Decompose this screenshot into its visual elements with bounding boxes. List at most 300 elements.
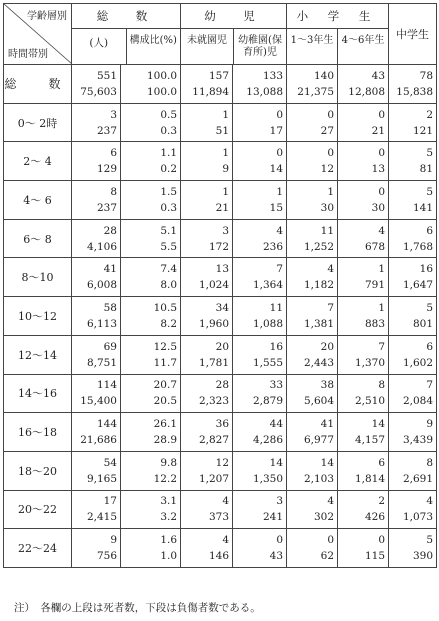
value-deaths: 1.6 [160, 534, 178, 547]
value-deaths: 1.5 [160, 185, 178, 198]
cell-kinder [233, 451, 287, 490]
cell-ratio [121, 335, 181, 374]
value-injuries: 13,088 [246, 85, 284, 98]
value-deaths: 2 [426, 108, 434, 121]
cell-middle [389, 258, 437, 297]
cell-middle [389, 529, 437, 568]
cell-elem46 [338, 374, 389, 413]
value-injuries: 883 [364, 317, 386, 330]
value-deaths: 11 [320, 224, 335, 237]
value-deaths: 0 [276, 108, 284, 121]
value-injuries: 2,103 [303, 472, 335, 485]
time-band-label: 12～14 [4, 335, 72, 374]
cell-persons [72, 258, 121, 297]
value-deaths: 157 [208, 69, 230, 82]
value-injuries: 2,443 [303, 356, 335, 369]
value-injuries: 2,879 [252, 395, 284, 408]
cell-elem13 [287, 142, 338, 181]
table-row [4, 335, 437, 374]
cell-kinder [233, 374, 287, 413]
elementary-group-title: 小 学 生 [287, 4, 388, 29]
cell-elem13 [287, 374, 338, 413]
value-deaths: 43 [371, 69, 386, 82]
value-deaths: 0 [276, 147, 284, 160]
value-injuries: 30 [371, 201, 386, 214]
value-deaths: 41 [320, 418, 335, 431]
cell-elem13 [287, 451, 338, 490]
table-row [4, 297, 437, 336]
cell-persons [72, 374, 121, 413]
cell-ratio [121, 451, 181, 490]
value-deaths: 8 [378, 379, 386, 392]
cell-middle [389, 142, 437, 181]
time-band-label: 20～22 [4, 490, 72, 529]
value-deaths: 10.5 [153, 301, 178, 314]
table-row [4, 529, 437, 568]
value-injuries: 9 [222, 163, 230, 176]
cell-ratio [121, 258, 181, 297]
value-deaths: 4 [378, 224, 386, 237]
value-deaths: 11 [269, 301, 284, 314]
value-injuries: 15,838 [396, 85, 434, 98]
value-injuries: 390 [412, 550, 434, 563]
value-injuries: 15 [269, 201, 284, 214]
value-deaths: 14 [269, 456, 284, 469]
value-injuries: 11,894 [192, 85, 230, 98]
value-deaths: 13 [215, 263, 230, 276]
cell-elem46 [338, 219, 389, 258]
cell-persons [72, 142, 121, 181]
middle-school-header: 中学生 [389, 4, 437, 65]
cell-ratio [121, 297, 181, 336]
value-deaths: 8 [110, 185, 117, 198]
cell-middle [389, 297, 437, 336]
time-band-label: 14～16 [4, 374, 72, 413]
value-injuries: 2,415 [86, 511, 117, 524]
cell-persons [72, 65, 121, 104]
time-band-label: 10～12 [4, 297, 72, 336]
cell-persons [72, 335, 121, 374]
value-deaths: 0 [276, 534, 284, 547]
value-injuries: 1,370 [354, 356, 386, 369]
cell-middle [389, 219, 437, 258]
value-deaths: 5 [426, 185, 434, 198]
value-deaths: 4 [222, 495, 230, 508]
value-deaths: 17 [103, 495, 117, 508]
total-group-header [72, 4, 181, 65]
value-injuries: 5,604 [303, 395, 335, 408]
table-footnote: 注） 各欄の上段は死者数，下段は負傷者数である。 [14, 602, 261, 614]
value-deaths: 7 [378, 340, 386, 353]
table-row [4, 451, 437, 490]
value-injuries: 3.2 [160, 511, 178, 524]
value-injuries: 236 [262, 240, 284, 253]
value-injuries: 0.3 [160, 201, 178, 214]
cell-kinder [233, 490, 287, 529]
value-injuries: 62 [320, 550, 335, 563]
value-deaths: 54 [103, 456, 117, 469]
value-deaths: 6 [110, 147, 117, 160]
value-deaths: 5 [426, 301, 434, 314]
value-injuries: 1,814 [354, 472, 386, 485]
time-band-label: 22～24 [4, 529, 72, 568]
corner-label-time-band: 時間帯別 [8, 49, 48, 60]
value-injuries: 1,073 [402, 511, 434, 524]
value-injuries: 21 [371, 124, 386, 137]
value-deaths: 140 [313, 69, 335, 82]
value-deaths: 0 [327, 108, 335, 121]
time-band-label: 4～ 6 [4, 181, 72, 220]
cell-preschool [181, 529, 233, 568]
value-injuries: 302 [313, 511, 335, 524]
value-injuries: 172 [208, 240, 230, 253]
value-deaths: 12 [215, 456, 230, 469]
value-deaths: 1 [222, 185, 230, 198]
value-deaths: 7.4 [160, 263, 178, 276]
time-band-label: 0～ 2時 [4, 103, 72, 142]
cell-elem13 [287, 103, 338, 142]
cell-persons [72, 103, 121, 142]
value-injuries: 43 [269, 550, 284, 563]
value-deaths: 44 [269, 418, 284, 431]
value-deaths: 7 [426, 379, 434, 392]
value-deaths: 16 [269, 340, 284, 353]
value-injuries: 2,084 [402, 395, 434, 408]
table-row [4, 219, 437, 258]
value-deaths: 6 [378, 456, 386, 469]
cell-persons [72, 297, 121, 336]
table-row [4, 65, 437, 104]
value-injuries: 21,375 [297, 85, 335, 98]
value-injuries: 12.2 [153, 472, 178, 485]
value-deaths: 2 [378, 495, 386, 508]
value-deaths: 4 [222, 534, 230, 547]
cell-preschool [181, 181, 233, 220]
value-deaths: 1 [378, 301, 386, 314]
cell-ratio [121, 181, 181, 220]
value-deaths: 551 [96, 69, 117, 82]
value-deaths: 1 [222, 108, 230, 121]
cell-kinder [233, 142, 287, 181]
value-deaths: 144 [96, 418, 117, 431]
cell-persons [72, 219, 121, 258]
value-deaths: 4 [327, 263, 335, 276]
total-persons-header: (人) [89, 37, 109, 49]
value-deaths: 7 [327, 301, 335, 314]
value-deaths: 100.0 [146, 69, 178, 82]
value-injuries: 4,286 [252, 434, 284, 447]
elementary-upper-header: 4～6年生 [337, 29, 388, 64]
value-injuries: 1.0 [160, 550, 178, 563]
value-injuries: 1,364 [252, 279, 284, 292]
value-deaths: 3 [276, 495, 284, 508]
value-deaths: 3 [222, 224, 230, 237]
value-injuries: 6,977 [303, 434, 335, 447]
cell-elem13 [287, 413, 338, 452]
value-injuries: 1,182 [303, 279, 335, 292]
value-deaths: 5 [426, 534, 434, 547]
value-deaths: 69 [103, 340, 117, 353]
cell-elem46 [338, 529, 389, 568]
time-band-label: 16～18 [4, 413, 72, 452]
value-deaths: 4 [276, 224, 284, 237]
cell-preschool [181, 451, 233, 490]
infant-preschool-header: 未就園児 [187, 35, 228, 46]
value-deaths: 20 [215, 340, 230, 353]
value-deaths: 0 [378, 108, 386, 121]
cell-middle [389, 65, 437, 104]
cell-elem46 [338, 103, 389, 142]
value-injuries: 75,603 [80, 85, 117, 98]
value-injuries: 28.9 [153, 434, 178, 447]
cell-ratio [121, 413, 181, 452]
value-injuries: 0.3 [160, 124, 178, 137]
value-injuries: 21,686 [80, 434, 117, 447]
cell-elem46 [338, 413, 389, 452]
value-injuries: 1,381 [303, 317, 335, 330]
value-deaths: 38 [320, 379, 335, 392]
value-injuries: 2,510 [354, 395, 386, 408]
cell-elem13 [287, 490, 338, 529]
cell-preschool [181, 490, 233, 529]
value-deaths: 4 [426, 495, 434, 508]
value-injuries: 8.2 [160, 317, 178, 330]
value-deaths: 33 [269, 379, 284, 392]
value-deaths: 6 [426, 340, 434, 353]
value-injuries: 678 [364, 240, 386, 253]
value-injuries: 15,400 [80, 395, 117, 408]
cell-elem13 [287, 219, 338, 258]
value-injuries: 12,808 [348, 85, 386, 98]
value-injuries: 2,691 [402, 472, 434, 485]
value-deaths: 9 [426, 418, 434, 431]
value-injuries: 373 [208, 511, 230, 524]
value-deaths: 114 [96, 379, 117, 392]
value-injuries: 146 [208, 550, 230, 563]
elementary-group-header [287, 4, 389, 65]
cell-persons [72, 451, 121, 490]
table-row [4, 142, 437, 181]
cell-persons [72, 529, 121, 568]
value-deaths: 0 [327, 534, 335, 547]
elementary-lower-header: 1～3年生 [290, 35, 334, 46]
cell-middle [389, 103, 437, 142]
value-deaths: 14 [371, 418, 386, 431]
cell-ratio [121, 490, 181, 529]
value-injuries: 17 [269, 124, 284, 137]
value-deaths: 5.1 [160, 224, 178, 237]
cell-elem46 [338, 335, 389, 374]
cell-elem13 [287, 529, 338, 568]
cell-persons [72, 181, 121, 220]
corner-label-age-group: 学齢層別 [27, 11, 67, 22]
cell-preschool [181, 219, 233, 258]
value-injuries: 3,439 [402, 434, 434, 447]
cell-preschool [181, 65, 233, 104]
value-injuries: 1,555 [252, 356, 284, 369]
value-injuries: 141 [412, 201, 434, 214]
value-injuries: 121 [412, 124, 434, 137]
cell-elem13 [287, 335, 338, 374]
cell-middle [389, 490, 437, 529]
value-deaths: 78 [419, 69, 434, 82]
cell-kinder [233, 181, 287, 220]
value-deaths: 7 [276, 263, 284, 276]
cell-ratio [121, 103, 181, 142]
value-injuries: 1,207 [198, 472, 230, 485]
total-ratio-header: 構成比(%) [126, 29, 181, 64]
statistics-table-sheet [3, 3, 436, 568]
cell-preschool [181, 374, 233, 413]
cell-elem13 [287, 297, 338, 336]
cell-kinder [233, 258, 287, 297]
cell-ratio [121, 65, 181, 104]
value-injuries: 0.2 [160, 163, 178, 176]
value-injuries: 4,157 [354, 434, 386, 447]
value-deaths: 9 [110, 534, 117, 547]
cell-preschool [181, 335, 233, 374]
value-injuries: 1,088 [252, 317, 284, 330]
value-deaths: 41 [103, 263, 117, 276]
value-injuries: 237 [96, 124, 117, 137]
value-injuries: 801 [412, 317, 434, 330]
cell-kinder [233, 65, 287, 104]
value-deaths: 1 [327, 185, 335, 198]
cell-elem46 [338, 490, 389, 529]
value-injuries: 14 [269, 163, 284, 176]
value-injuries: 100.0 [146, 85, 178, 98]
table-row [4, 490, 437, 529]
value-injuries: 13 [371, 163, 386, 176]
cell-elem46 [338, 65, 389, 104]
value-deaths: 1 [276, 185, 284, 198]
value-injuries: 1,781 [198, 356, 230, 369]
cell-elem13 [287, 65, 338, 104]
corner-header-cell [4, 4, 72, 65]
time-band-label: 2～ 4 [4, 142, 72, 181]
cell-kinder [233, 413, 287, 452]
value-injuries: 81 [419, 163, 434, 176]
casualties-by-time-table [3, 3, 437, 568]
cell-middle [389, 451, 437, 490]
cell-elem46 [338, 297, 389, 336]
table-row [4, 103, 437, 142]
cell-elem13 [287, 258, 338, 297]
cell-ratio [121, 374, 181, 413]
cell-kinder [233, 219, 287, 258]
table-row [4, 374, 437, 413]
value-injuries: 12 [320, 163, 335, 176]
value-injuries: 30 [320, 201, 335, 214]
value-deaths: 6 [426, 224, 434, 237]
cell-preschool [181, 258, 233, 297]
value-injuries: 6,008 [86, 279, 117, 292]
infant-group-header [181, 4, 287, 65]
cell-elem46 [338, 142, 389, 181]
value-injuries: 791 [364, 279, 386, 292]
value-deaths: 0 [378, 147, 386, 160]
cell-kinder [233, 297, 287, 336]
value-injuries: 237 [96, 201, 117, 214]
value-injuries: 9,165 [86, 472, 117, 485]
cell-elem46 [338, 181, 389, 220]
value-deaths: 9.8 [160, 456, 178, 469]
value-injuries: 129 [96, 163, 117, 176]
value-deaths: 28 [103, 224, 117, 237]
cell-elem46 [338, 451, 389, 490]
cell-preschool [181, 297, 233, 336]
value-injuries: 27 [320, 124, 335, 137]
cell-kinder [233, 103, 287, 142]
value-injuries: 115 [364, 550, 386, 563]
value-injuries: 6,113 [86, 317, 117, 330]
value-injuries: 1,960 [198, 317, 230, 330]
value-deaths: 16 [419, 263, 434, 276]
value-deaths: 28 [215, 379, 230, 392]
value-injuries: 20.5 [153, 395, 178, 408]
value-injuries: 2,323 [198, 395, 230, 408]
value-deaths: 133 [262, 69, 284, 82]
cell-persons [72, 413, 121, 452]
value-deaths: 12.5 [153, 340, 178, 353]
value-deaths: 1.1 [160, 147, 178, 160]
table-row [4, 258, 437, 297]
value-injuries: 1,252 [303, 240, 335, 253]
value-deaths: 8 [426, 456, 434, 469]
value-injuries: 241 [262, 511, 284, 524]
value-injuries: 8.0 [160, 279, 178, 292]
value-deaths: 36 [215, 418, 230, 431]
value-deaths: 34 [215, 301, 230, 314]
cell-middle [389, 335, 437, 374]
value-deaths: 1 [378, 263, 386, 276]
value-deaths: 20.7 [153, 379, 178, 392]
value-injuries: 8,751 [86, 356, 117, 369]
time-band-label: 8～10 [4, 258, 72, 297]
cell-middle [389, 413, 437, 452]
value-deaths: 0.5 [160, 108, 178, 121]
cell-elem13 [287, 181, 338, 220]
value-injuries: 51 [215, 124, 230, 137]
value-injuries: 4,106 [86, 240, 117, 253]
cell-ratio [121, 529, 181, 568]
cell-middle [389, 374, 437, 413]
value-injuries: 1,350 [252, 472, 284, 485]
value-deaths: 4 [327, 495, 335, 508]
time-band-label: 総 数 [4, 65, 72, 104]
infant-group-title: 幼 児 [181, 4, 286, 29]
value-injuries: 2,827 [198, 434, 230, 447]
value-injuries: 756 [96, 550, 117, 563]
cell-kinder [233, 335, 287, 374]
cell-persons [72, 490, 121, 529]
table-row [4, 413, 437, 452]
value-deaths: 3 [110, 108, 117, 121]
value-injuries: 11.7 [153, 356, 178, 369]
value-deaths: 1 [222, 147, 230, 160]
table-row [4, 181, 437, 220]
value-injuries: 21 [215, 201, 230, 214]
value-injuries: 1,647 [402, 279, 434, 292]
infant-kindergarten-header: 幼稚園(保育所)児 [233, 29, 286, 64]
time-band-label: 6～ 8 [4, 219, 72, 258]
value-deaths: 14 [320, 456, 335, 469]
cell-ratio [121, 142, 181, 181]
value-deaths: 58 [103, 301, 117, 314]
cell-kinder [233, 529, 287, 568]
value-deaths: 0 [378, 534, 386, 547]
cell-preschool [181, 103, 233, 142]
